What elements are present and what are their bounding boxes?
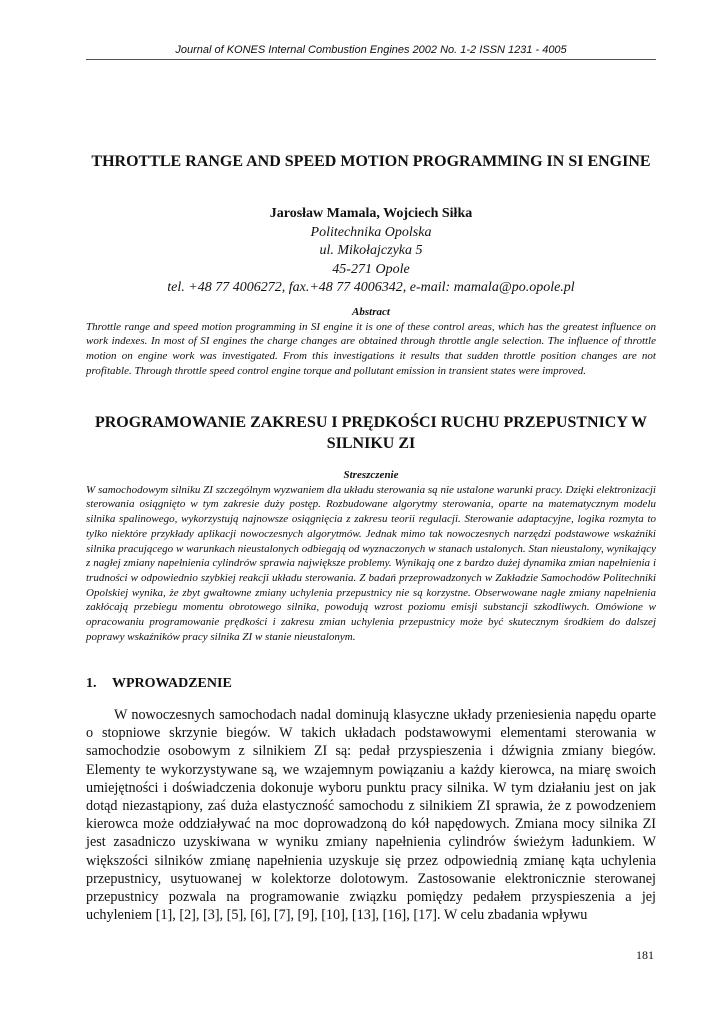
section-number: 1. (86, 676, 97, 691)
page-number: 181 (636, 948, 654, 962)
abstract-text: Throttle range and speed motion programming in SI engine it is one of these control areas, which has the greatest influence on work indexes. In most of SI engines the charge changes are obtained through throttle angle selection. The influence of throttle motion on engine work was investigated. From this investigations it results that sudden throttle position changes are not profitable. Through throttle speed control engine torque and pollutant emission in transient states were improved. (86, 320, 656, 377)
city-address: 45-271 Opole (332, 261, 410, 277)
polish-summary (86, 468, 656, 644)
contact-info: tel. +48 77 4006272, fax.+48 77 4006342, e-mail: mamala@po.opole.pl (167, 280, 575, 295)
summary-text: W samochodowym silniku ZI szczególnym wyzwaniem dla układu sterowania są nie ustalone warunki pracy. Dzięki elektronizacji sterowania osiągnięto w tym zakresie duży postęp. Rozbudowane algorytmy sterowania, oparte na matematycznym modelu silnika spalinowego, wykorzystują najnowsze osiągnięcia z zakresu teorii regulacji. Sterowanie adaptacyjne, logika rozmyta to tylko niektóre przykłady aplikacji nowoczesnych algorytmów. Jednak mimo tak nowoczesnych narzędzi podstawowe wskaźniki silnika pracującego w warunkach nieustalonych odbiegają od wyznaczonych w stanach ustalonych. Stan nieustalony, wynikający z nagłej zmiany napełnienia cylindrów sprawia największe problemy. Wynikają one z bardzo dużej dynamika zmian napełnienia i trudności w odpowiednio szybkiej reakcji układu sterowania. Z badań przeprowadzonych w Zakładzie Samochodów Politechniki Opolskiej wynika, że zbyt gwałtowne zmiany uchylenia przepustnicy nie są korzystne. Obserwowane nagłe zmiany napełnienia zakłócają przebiegu momentu obrotowego silnika, powodują wzrost poziomu emisji substancji szkodliwych. Omówione w opracowaniu programowanie prędkości i zakresu zmian uchylenia przepustnicy może być skutecznym środkiem do dalszej poprawy wskaźników pracy silnika ZI w stanie nieustalonym. (86, 483, 656, 643)
section-heading (86, 675, 232, 693)
journal-header: Journal of KONES Internal Combustion Engines 2002 No. 1-2 ISSN 1231 - 4005 (175, 44, 567, 56)
author-names: Jarosław Mamala, Wojciech Siłka (269, 206, 473, 221)
abstract-heading: Abstract (352, 306, 390, 318)
abstract (86, 305, 656, 379)
author-block (86, 205, 656, 298)
body-paragraph: W nowoczesnych samochodach nadal dominują klasyczne układy przeniesienia napędu oparte o stopniowe skrzynie biegów. W takich układach podstawowymi elementami sterowania w samochodzie osobowym z silnikiem ZI są: pedał przyspieszenia i dźwignia zmiany biegów. Elementy te wykorzystywane są, we wzajemnym powiązaniu a każdy kierowca, na miarę swoich umiejętności i doświadczenia dokonuje wyboru punktu pracy silnika. W tym działaniu jest on jak dotąd niezastąpiony, zaś duża elastyczność samochodu z silnikiem ZI sprawia, że z powodzeniem kierowca może oddziaływać na moc doprowadzoną do kół napędowych. Zmiana mocy silnika ZI jest zasadniczo uzyskiwana w wyniku zmiany napełnienia cylindrów świeżym ładunkiem. W większości silników zmianę napełnienia uzyskuje się przez odpowiednią zmianę kąta uchylenia przepustnicy, usytuowanej w kolektorze dolotowym. Zastosowanie elektronicznie sterowanej przepustnicy pozwala na programowanie związku pomiędzy pedałem przyspieszenia a jej uchyleniem [1], [2], [3], [5], [6], [7], [9], [10], [13], [16], [17]. W celu zbadania wpływu (86, 707, 656, 924)
summary-heading: Streszczenie (343, 469, 399, 481)
paper-title: THROTTLE RANGE AND SPEED MOTION PROGRAMMING IN SI ENGINE (91, 153, 651, 170)
section-title: WPROWADZENIE (112, 676, 232, 691)
street-address: ul. Mikołajczyka 5 (319, 243, 423, 258)
header-rule (86, 59, 656, 60)
polish-title: PROGRAMOWANIE ZAKRESU I PRĘDKOŚCI RUCHU PRZEPUSTNICY W SILNIKU ZI (94, 414, 648, 452)
affiliation: Politechnika Opolska (310, 224, 432, 240)
